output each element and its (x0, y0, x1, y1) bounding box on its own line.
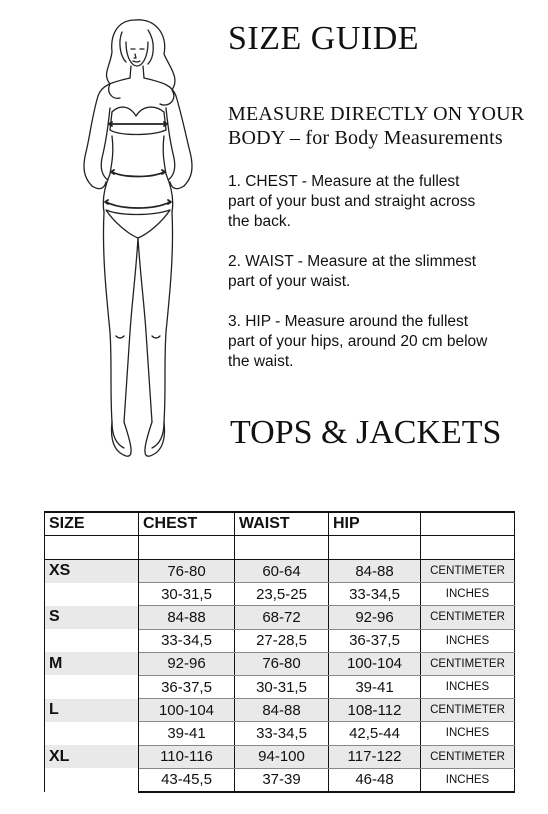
table-row (45, 583, 515, 606)
cell-chest: 92-96 (139, 652, 235, 675)
body-figure-illustration (40, 12, 230, 472)
cell-hip: 33-34,5 (329, 583, 421, 606)
cell-hip: 46-48 (329, 768, 421, 792)
step-line: part of your hips, around 20 cm below (228, 333, 488, 350)
header-unit (421, 512, 515, 536)
measurement-steps (228, 172, 528, 392)
cell-hip: 117-122 (329, 745, 421, 768)
cell-size: XL (45, 745, 139, 768)
table-row (45, 560, 515, 583)
table-row (45, 606, 515, 629)
table-row (45, 722, 515, 745)
cell-chest: 33-34,5 (139, 629, 235, 652)
cell-size (45, 722, 139, 745)
cell-unit: INCHES (421, 583, 515, 606)
table-row (45, 699, 515, 722)
cell-chest: 43-45,5 (139, 768, 235, 792)
cell-hip: 36-37,5 (329, 629, 421, 652)
cell-unit: CENTIMETER (421, 652, 515, 675)
header-chest: CHEST (139, 512, 235, 536)
cell-waist: 68-72 (235, 606, 329, 629)
cell-unit: CENTIMETER (421, 560, 515, 583)
table-row (45, 675, 515, 698)
cell-waist: 23,5-25 (235, 583, 329, 606)
cell-size (45, 768, 139, 792)
cell-chest: 84-88 (139, 606, 235, 629)
cell-chest: 76-80 (139, 560, 235, 583)
cell-waist: 94-100 (235, 745, 329, 768)
cell-unit: INCHES (421, 722, 515, 745)
cell-size (45, 675, 139, 698)
table-spacer-row (45, 536, 515, 560)
step-line: 3. HIP - Measure around the fullest (228, 313, 469, 330)
section-title: TOPS & JACKETS (230, 414, 502, 451)
step-line: part of your waist. (228, 273, 351, 290)
cell-hip: 42,5-44 (329, 722, 421, 745)
page-title: SIZE GUIDE (228, 20, 420, 57)
cell-hip: 108-112 (329, 699, 421, 722)
cell-waist: 76-80 (235, 652, 329, 675)
cell-waist: 30-31,5 (235, 675, 329, 698)
table-row (45, 768, 515, 792)
cell-waist: 27-28,5 (235, 629, 329, 652)
cell-waist: 37-39 (235, 768, 329, 792)
cell-unit: INCHES (421, 768, 515, 792)
cell-size (45, 629, 139, 652)
header-size: SIZE (45, 512, 139, 536)
size-table (44, 511, 515, 793)
cell-unit: CENTIMETER (421, 606, 515, 629)
cell-chest: 110-116 (139, 745, 235, 768)
step-line: 1. CHEST - Measure at the fullest (228, 173, 460, 190)
step-hip (228, 312, 528, 372)
cell-unit: CENTIMETER (421, 745, 515, 768)
cell-waist: 60-64 (235, 560, 329, 583)
cell-hip: 92-96 (329, 606, 421, 629)
measure-heading-line: BODY – for Body Measurements (228, 127, 503, 149)
step-line: the back. (228, 213, 291, 230)
step-line: 2. WAIST - Measure at the slimmest (228, 253, 477, 270)
table-row (45, 745, 515, 768)
step-chest (228, 172, 528, 232)
cell-chest: 39-41 (139, 722, 235, 745)
cell-chest: 30-31,5 (139, 583, 235, 606)
table-body (45, 536, 515, 792)
cell-waist: 84-88 (235, 699, 329, 722)
cell-hip: 84-88 (329, 560, 421, 583)
cell-unit: CENTIMETER (421, 699, 515, 722)
measure-heading-line: MEASURE DIRECTLY ON YOUR (228, 103, 525, 125)
cell-hip: 39-41 (329, 675, 421, 698)
cell-waist: 33-34,5 (235, 722, 329, 745)
cell-hip: 100-104 (329, 652, 421, 675)
cell-unit: INCHES (421, 629, 515, 652)
measure-heading (228, 102, 528, 150)
cell-unit: INCHES (421, 675, 515, 698)
table-row (45, 652, 515, 675)
cell-chest: 36-37,5 (139, 675, 235, 698)
cell-size: L (45, 699, 139, 722)
table-header-row (45, 512, 515, 536)
step-waist (228, 252, 528, 292)
step-line: part of your bust and straight across (228, 193, 476, 210)
cell-size: S (45, 606, 139, 629)
header-hip: HIP (329, 512, 421, 536)
cell-size: XS (45, 560, 139, 583)
header-waist: WAIST (235, 512, 329, 536)
cell-chest: 100-104 (139, 699, 235, 722)
cell-size (45, 583, 139, 606)
cell-size: M (45, 652, 139, 675)
step-line: the waist. (228, 353, 294, 370)
table-row (45, 629, 515, 652)
